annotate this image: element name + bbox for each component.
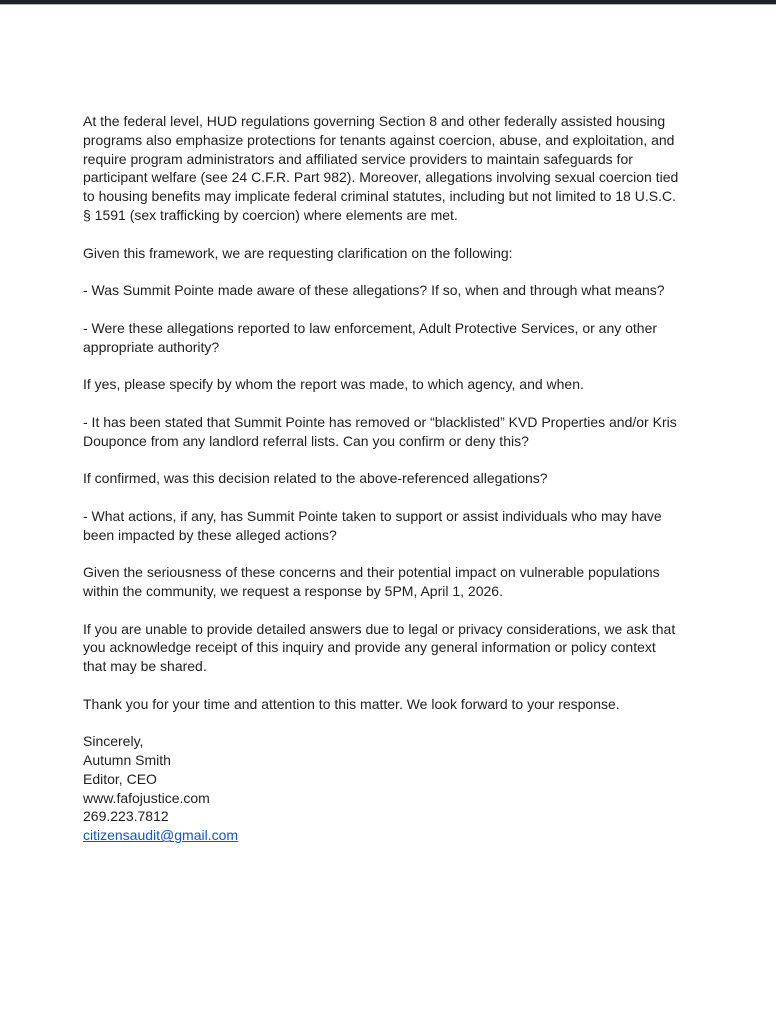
paragraph — [83, 413, 736, 451]
signature-email-line — [83, 826, 736, 845]
paragraph-line: that may be shared. — [83, 658, 207, 675]
paragraph — [83, 244, 736, 263]
email-link[interactable]: citizensaudit@gmail.com — [83, 827, 239, 844]
paragraph-line: participant welfare (see 24 C.F.R. Part 982). Moreover, allegations involving sexual coercion tied — [83, 169, 679, 186]
paragraph-line: appropriate authority? — [83, 338, 220, 355]
paragraph — [83, 375, 736, 394]
paragraph-line: you acknowledge receipt of this inquiry and provide any general information or policy context — [83, 639, 656, 656]
paragraph-line: Douponce from any landlord referral lists. Can you confirm or deny this? — [83, 432, 529, 449]
paragraph-line: - What actions, if any, has Summit Pointe taken to support or assist individuals who may have — [83, 507, 662, 524]
paragraph-line: Given the seriousness of these concerns and their potential impact on vulnerable populations — [83, 564, 660, 581]
paragraph-line: - It has been stated that Summit Pointe has removed or “blacklisted” KVD Properties and/or Kris — [83, 413, 677, 430]
paragraph — [83, 507, 736, 545]
paragraph — [83, 112, 736, 225]
paragraph-line: been impacted by these alleged actions? — [83, 526, 337, 543]
signature-closing: Sincerely, — [83, 733, 144, 750]
paragraph-line: Given this framework, we are requesting clarification on the following: — [83, 244, 513, 261]
paragraph — [83, 620, 736, 676]
paragraph-line: If confirmed, was this decision related to the above-referenced allegations? — [83, 470, 548, 487]
paragraph-line: require program administrators and affiliated service providers to maintain safeguards for — [83, 150, 633, 167]
paragraph-line: § 1591 (sex trafficking by coercion) where elements are met. — [83, 206, 458, 223]
paragraph-line: to housing benefits may implicate federal criminal statutes, including but not limited to 18 U.S.C. — [83, 188, 676, 205]
paragraph — [83, 281, 736, 300]
paragraph-line: If you are unable to provide detailed answers due to legal or privacy considerations, we ask that — [83, 620, 676, 637]
paragraph — [83, 695, 736, 714]
paragraph-line: programs also emphasize protections for tenants against coercion, abuse, and exploitation, and — [83, 131, 675, 148]
paragraph-line: Thank you for your time and attention to this matter. We look forward to your response. — [83, 695, 620, 712]
signature-title: Editor, CEO — [83, 770, 157, 787]
paragraph — [83, 319, 736, 357]
signature-website: www.fafojustice.com — [83, 789, 210, 806]
paragraph-line: At the federal level, HUD regulations governing Section 8 and other federally assisted housing — [83, 113, 666, 129]
letter-body — [83, 112, 736, 714]
paragraph-line: - Was Summit Pointe made aware of these allegations? If so, when and through what means? — [83, 282, 665, 299]
paragraph-line: within the community, we request a response by 5PM, April 1, 2026. — [83, 582, 503, 599]
signature-phone: 269.223.7812 — [83, 808, 169, 825]
signature-name: Autumn Smith — [83, 752, 171, 769]
paragraph-line: - Were these allegations reported to law enforcement, Adult Protective Services, or any other — [83, 319, 658, 336]
paragraph — [83, 563, 736, 601]
signature-block — [83, 732, 736, 845]
paragraph — [83, 469, 736, 488]
document-page — [0, 5, 776, 845]
paragraph-line: If yes, please specify by whom the report was made, to which agency, and when. — [83, 376, 584, 393]
